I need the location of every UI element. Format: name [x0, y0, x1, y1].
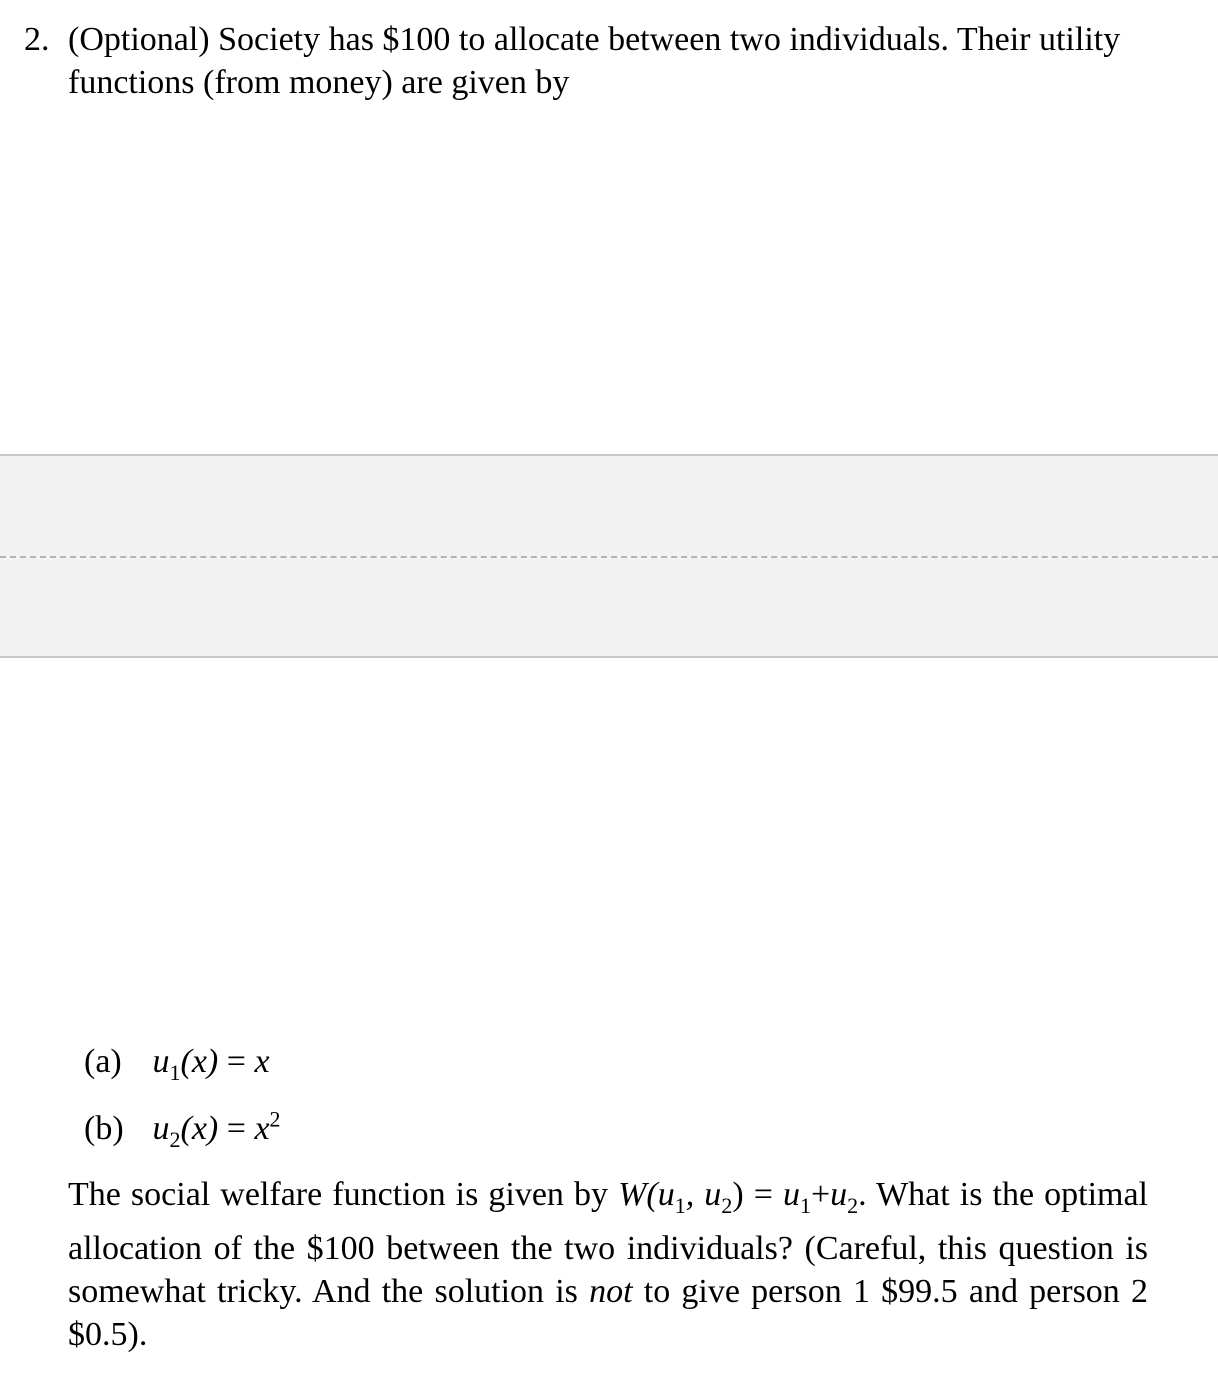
item-b	[84, 1098, 281, 1161]
utility-function-1: $u_1(x) = x$	[152, 1043, 270, 1085]
page-break-band	[0, 454, 1218, 658]
item-label: (b)	[84, 1110, 124, 1148]
question-header	[24, 18, 1154, 104]
item-a	[84, 1040, 270, 1094]
item-label: (a)	[84, 1043, 122, 1080]
question-text: (Optional) Society has $100 to allocate between two individuals. Their utility functions (from money) are given by	[68, 21, 1121, 101]
welfare-paragraph: The social welfare function is given by $W(u_1$, $u_2) = u_1+u_2$. What is the optimal allocation of the $100 between the two individuals? (Careful, this question is somewhat tricky. And the solution is not to give person 1 $99.5 and person 2 $0.5).	[68, 1176, 1149, 1353]
question-number: 2.	[24, 21, 50, 58]
utility-function-2: $u_2(x) = x^2$	[152, 1107, 281, 1153]
page-break-dashed-line	[0, 556, 1218, 558]
welfare-function: $W(u_1$, $u_2) = u_1+u_2$	[618, 1176, 859, 1218]
emphasis-not: not	[589, 1272, 633, 1310]
